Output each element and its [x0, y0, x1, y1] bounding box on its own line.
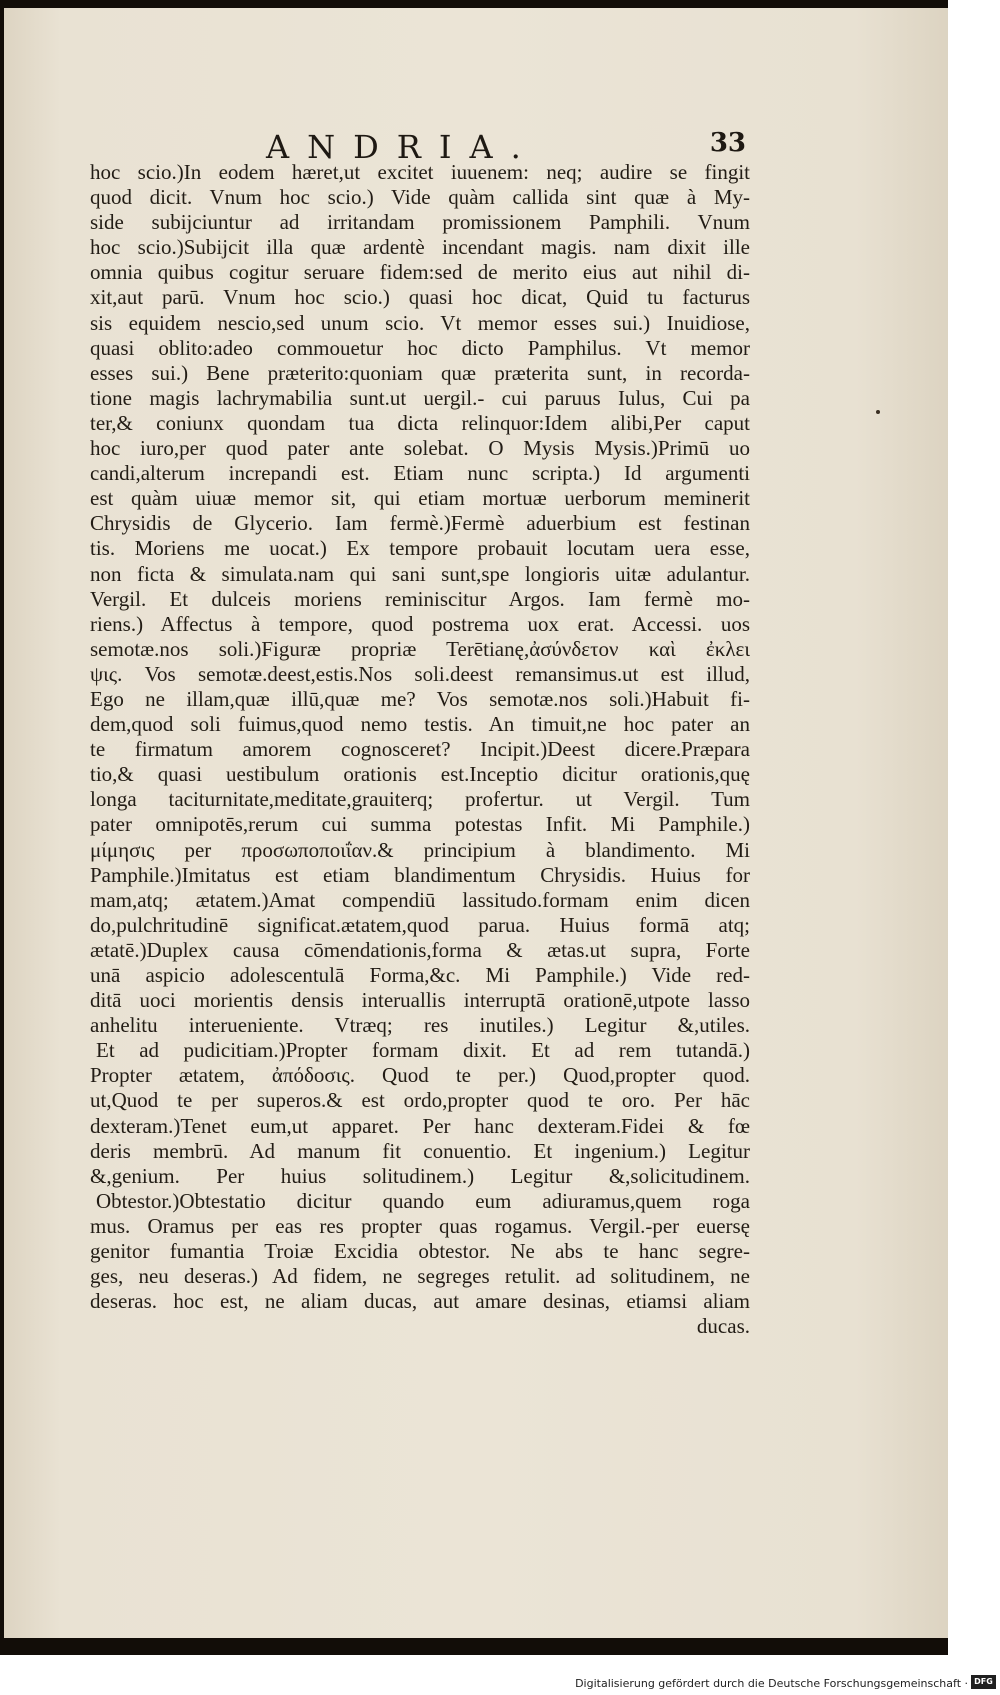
text-line: ψις. Vos semotæ.deest,estis.Nos soli.deest remansimus.ut est illud, [90, 661, 750, 686]
funding-credit: Digitalisierung gefördert durch die Deutsche Forschungsgemeinschaft · [575, 1677, 968, 1690]
commentary-text-block [90, 160, 750, 1339]
text-line: longa taciturnitate,meditate,grauiterq; profertur. ut Vergil. Tum [90, 787, 750, 812]
text-line: non ficta & simulata.nam qui sani sunt,spe longioris uitæ adulantur. [90, 561, 750, 586]
text-line: hoc scio.)Subijcit illa quæ ardentè incendant magis. nam dixit ille [90, 235, 750, 260]
text-line: ter,& coniunx quondam tua dicta relinquor:Idem alibi,Per caput [90, 410, 750, 435]
text-line: Chrysidis de Glycerio. Iam fermè.)Fermè aduerbium est festinan [90, 511, 750, 536]
text-line: riens.) Affectus à tempore, quod postrema uox erat. Accessi. uos [90, 611, 750, 636]
text-line: ditā uoci morientis densis interuallis interruptā orationē,utpote lasso [90, 988, 750, 1013]
text-line: mam,atq; ætatem.)Amat compendiū lassitudo.formam enim dicen [90, 887, 750, 912]
text-line: hoc iuro,per quod pater ante solebat. O Mysis Mysis.)Primū uo [90, 436, 750, 461]
text-line: do,pulchritudinē significat.ætatem,quod parua. Huius formā atq; [90, 912, 750, 937]
paper-sheet [4, 8, 948, 1638]
text-line: anhelitu interueniente. Vtræq; res inutiles.) Legitur &,utiles. [90, 1013, 750, 1038]
text-line: tione magis lachrymabilia sunt.ut uergil.- cui paruus Iulus, Cui pa [90, 385, 750, 410]
text-line: pater omnipotēs,rerum cui summa potestas Infit. Mi Pamphile.) [90, 812, 750, 837]
text-line: Obtestor.)Obtestatio dicitur quando eum adiuramus,quem roga [96, 1188, 750, 1213]
text-line: tio,& quasi uestibulum orationis est.Inceptio dicitur orationis,quę [90, 762, 750, 787]
text-line: Ego ne illam,quæ illū,quæ me? Vos semotæ.nos soli.)Habuit fi- [90, 686, 750, 711]
dfg-logo: DFG [971, 1675, 996, 1689]
text-line: ducas. [696, 1314, 750, 1339]
text-line: μίμησις per προσωποποιΐαν.& principium à blandimento. Mi [90, 837, 750, 862]
page-number: 33 [709, 128, 746, 158]
text-line: &,genium. Per huius solitudinem.) Legitur &,solicitudinem. [90, 1163, 750, 1188]
text-line: candi,alterum increpandi est. Etiam nunc scripta.) Id argumenti [90, 461, 750, 486]
ink-speck [876, 410, 880, 414]
text-line: Vergil. Et dulceis moriens reminiscitur Argos. Iam fermè mo- [90, 586, 750, 611]
text-line: genitor fumantia Troiæ Excidia obtestor. Ne abs te hanc segre- [90, 1239, 750, 1264]
footer-bar [0, 1655, 1000, 1695]
text-line: dexteram.)Tenet eum,ut apparet. Per hanc dexteram.Fidei & fœ [90, 1113, 750, 1138]
text-line: dem,quod soli fuimus,quod nemo testis. An timuit,ne hoc pater an [90, 712, 750, 737]
text-line: xit,aut parū. Vnum hoc scio.) quasi hoc dicat, Quid tu facturus [90, 285, 750, 310]
text-line: Et ad pudicitiam.)Propter formam dixit. Et ad rem tutandā.) [96, 1038, 750, 1063]
text-line: Pamphile.)Imitatus est etiam blandimentum Chrysidis. Huius for [90, 862, 750, 887]
text-line: side subijciuntur ad irritandam promissionem Pamphili. Vnum [90, 210, 750, 235]
text-line: te firmatum amorem cognosceret? Incipit.)Deest dicere.Præpara [90, 737, 750, 762]
text-line: Propter ætatem, ἀπόδοσις. Quod te per.) Quod,propter quod. [90, 1063, 750, 1088]
text-line: hoc scio.)In eodem hæret,ut excitet iuuenem: neq; audire se fingit [90, 160, 750, 184]
text-line: ut,Quod te per superos.& est ordo,propter quod te oro. Per hāc [90, 1088, 750, 1113]
text-line: esses sui.) Bene præterito:quoniam quæ præterita sunt, in recorda- [90, 360, 750, 385]
text-line: quod dicit. Vnum hoc scio.) Vide quàm callida sint quæ à My- [90, 185, 750, 210]
text-line: unā aspicio adolescentulā Forma,&c. Mi Pamphile.) Vide red- [90, 963, 750, 987]
text-line: mus. Oramus per eas res propter quas rogamus. Vergil.-per euersę [90, 1213, 750, 1238]
text-line: semotæ.nos soli.)Figuræ propriæ Terētianę,ἀσύνδετον καὶ ἐκλει [90, 636, 750, 661]
text-line: est quàm uiuæ memor sit, qui etiam mortuæ uerborum meminerit [90, 486, 750, 511]
text-line: ætatē.)Duplex causa cōmendationis,forma & ætas.ut supra, Forte [90, 937, 750, 962]
text-line: quasi oblito:adeo commouetur hoc dicto Pamphilus. Vt memor [90, 335, 750, 360]
text-line: deseras. hoc est, ne aliam ducas, aut amare desinas, etiamsi aliam [90, 1289, 750, 1314]
text-line: deris membrū. Ad manum fit conuentio. Et ingenium.) Legitur [90, 1138, 750, 1163]
text-line: sis equidem nescio,sed unum scio. Vt memor esses sui.) Inuidiose, [90, 310, 750, 335]
text-line: omnia quibus cogitur seruare fidem:sed de merito eius aut nihil di- [90, 260, 750, 285]
text-line: tis. Moriens me uocat.) Ex tempore probauit locutam uera esse, [90, 536, 750, 561]
running-title: ANDRIA. [266, 128, 539, 166]
text-line: ges, neu deseras.) Ad fidem, ne segreges retulit. ad solitudinem, ne [90, 1264, 750, 1289]
